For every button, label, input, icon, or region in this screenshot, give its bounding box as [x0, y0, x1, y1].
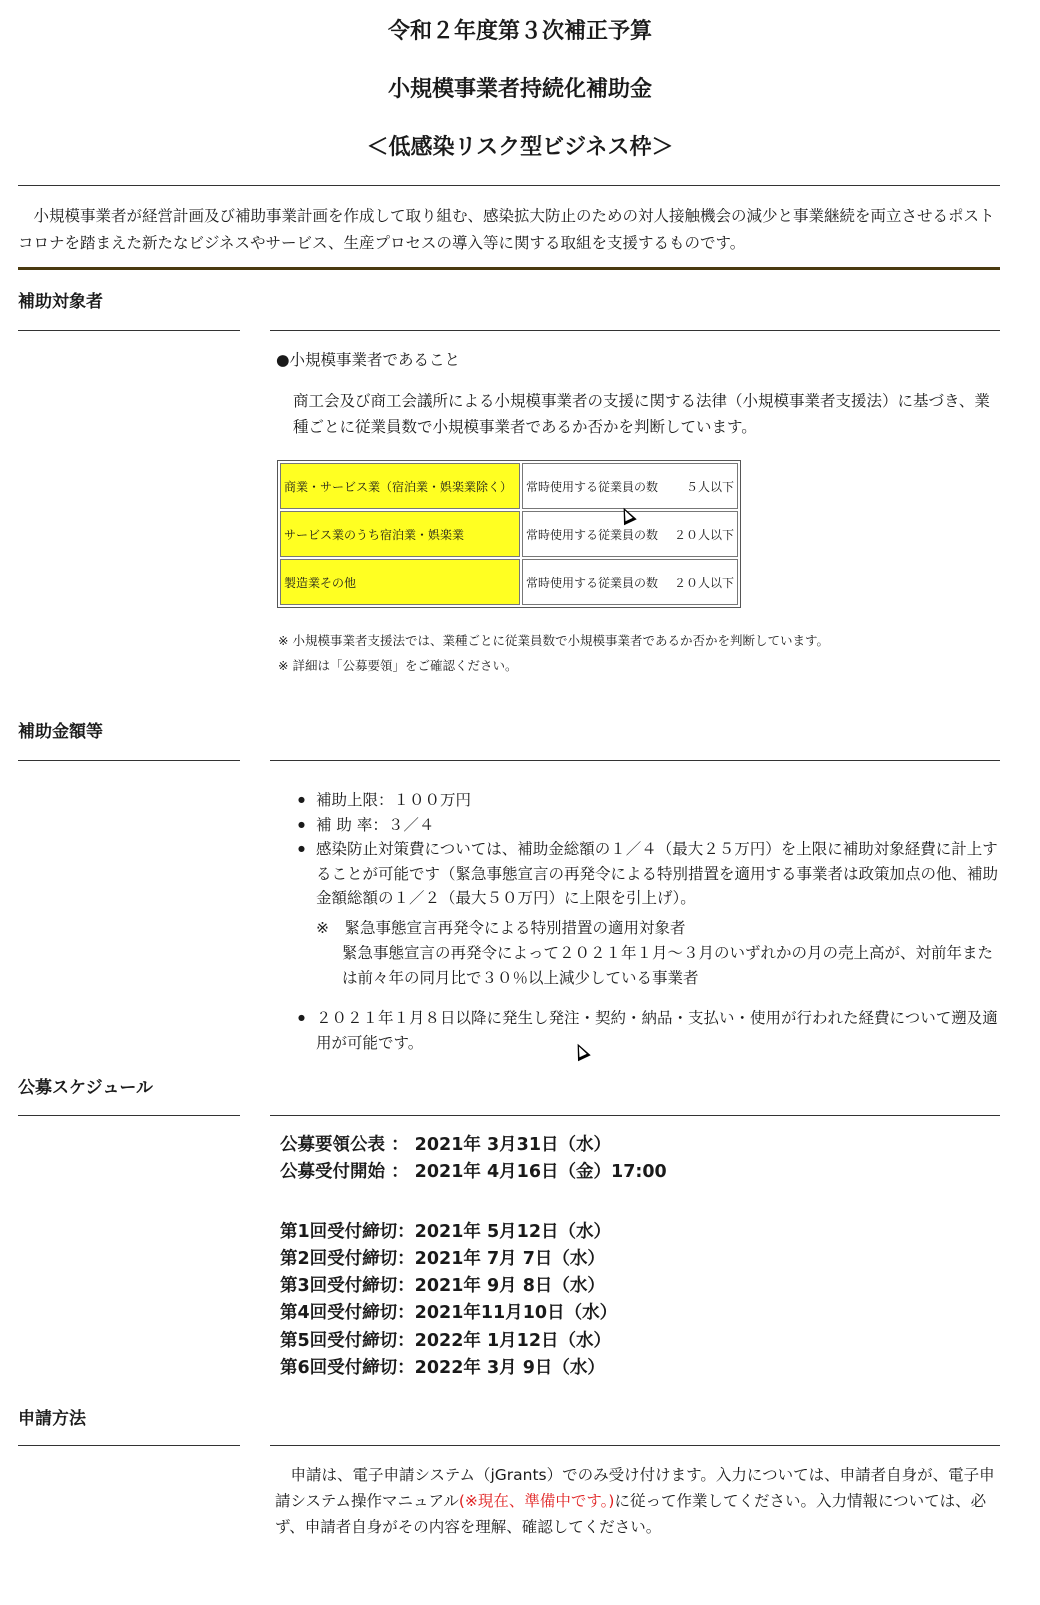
- heading-amount: 補助金額等: [18, 722, 103, 742]
- list-item: ● 補 助 率：３／４: [298, 813, 1013, 838]
- heading-schedule: 公募スケジュール: [18, 1078, 153, 1098]
- table-category: 製造業その他: [280, 559, 520, 605]
- table-row: [280, 511, 738, 557]
- divider-left: [18, 1445, 240, 1446]
- apply-text-part-2: に従って作業してください。入力情報については、必ず、申請者自身がその内容を理解、確認してください。: [275, 1492, 987, 1536]
- page-subtitle: 小規模事業者持続化補助金: [387, 77, 652, 102]
- divider-right: [270, 1115, 1000, 1116]
- divider-left: [18, 330, 240, 331]
- table-rule: [522, 559, 738, 605]
- schedule-deadline: 第1回受付締切：2021年 5月12日（水）: [280, 1222, 612, 1242]
- schedule-deadline: 第3回受付締切：2021年 9月 8日（水）: [280, 1276, 605, 1296]
- table-limit: ５人以下: [685, 479, 734, 494]
- list-item: ● 補助上限：１００万円: [298, 788, 1013, 813]
- page-frame-title: ＜低感染リスク型ビジネス枠＞: [366, 135, 674, 160]
- table-rule-label: 常時使用する従業員の数: [526, 575, 659, 590]
- list-item: ● ２０２１年１月８日以降に発生し発注・契約・納品・支払い・使用が行われた経費について遡及適用が可能です。: [298, 1006, 1013, 1055]
- divider-right: [270, 1445, 1000, 1446]
- table-row: [280, 559, 738, 605]
- heading-apply: 申請方法: [18, 1409, 86, 1429]
- table-rule-label: 常時使用する従業員の数: [526, 479, 659, 494]
- heading-eligible: 補助対象者: [18, 292, 103, 312]
- eligible-bullet: ●小規模事業者であること: [276, 351, 461, 369]
- amount-list: [298, 788, 1013, 911]
- divider-right: [270, 330, 1000, 331]
- list-item: ● 感染防止対策費については、補助金総額の１／４（最大２５万円）を上限に補助対象経費に計上することが可能です（緊急事態宣言の再発令による特別措置を適用する事業者は政策加点の他、補助金額総額の１／２（最大５０万円）に上限を引上げ）。: [298, 837, 1013, 911]
- schedule-open: 公募受付開始 ： 2021年 4月16日（金）17:00: [280, 1162, 667, 1182]
- intro-text: 小規模事業者が経営計画及び補助事業計画を作成して取り組む、感染拡大防止のための対人接触機会の減少と事業継続を両立させるポストコロナを踏まえた新たなビジネスやサービス、生産プロセスの導入等に関する取組を支援するものです。: [18, 207, 995, 252]
- special-measure-note-body: 緊急事態宣言の再発令によって２０２１年１月～３月のいずれかの月の売上高が、対前年または前々年の同月比で３０％以上減少している事業者: [342, 944, 994, 987]
- amount-list-2: [298, 1006, 1013, 1055]
- table-limit: ２０人以下: [673, 575, 734, 590]
- employee-table: [277, 460, 741, 608]
- schedule-deadline: 第2回受付締切：2021年 7月 7日（水）: [280, 1249, 605, 1269]
- table-row: [280, 463, 738, 509]
- table-rule: [522, 463, 738, 509]
- divider-right: [270, 760, 1000, 761]
- schedule-deadline: 第5回受付締切：2022年 1月12日（水）: [280, 1331, 612, 1351]
- eligible-description: 商工会及び商工会議所による小規模事業者の支援に関する法律（小規模事業者支援法）に基づき、業種ごとに従業員数で小規模事業者であるか否かを判断しています。: [293, 392, 990, 436]
- table-category: サービス業のうち宿泊業・娯楽業: [280, 511, 520, 557]
- page-title: 令和２年度第３次補正予算: [387, 19, 652, 44]
- table-rule-label: 常時使用する従業員の数: [526, 527, 659, 542]
- divider-thick: [18, 267, 1000, 270]
- schedule-deadline: 第6回受付締切：2022年 3月 9日（水）: [280, 1358, 605, 1378]
- divider: [18, 185, 1000, 186]
- schedule-deadline: 第4回受付締切：2021年11月10日（水）: [280, 1303, 618, 1323]
- special-measure-note-heading: ※ 緊急事態宣言再発令による特別措置の適用対象者: [316, 919, 686, 937]
- eligible-note-1: ※ 小規模事業者支援法では、業種ごとに従業員数で小規模事業者であるか否かを判断しています。: [278, 633, 829, 648]
- apply-text: [275, 1462, 1003, 1540]
- table-category: 商業・サービス業（宿泊業・娯楽業除く）: [280, 463, 520, 509]
- eligible-note-2: ※ 詳細は「公募要領」をご確認ください。: [278, 658, 518, 673]
- apply-text-preparing: (※現在、準備中です。): [458, 1492, 615, 1510]
- divider-left: [18, 1115, 240, 1116]
- apply-text-part-1: 申請は、電子申請システム（jGrants）でのみ受け付けます。入力については、申請者自身が、電子申請システム操作マニュアル: [275, 1466, 995, 1510]
- table-limit: ２０人以下: [673, 527, 734, 542]
- schedule-announce: 公募要領公表 ： 2021年 3月31日（水）: [280, 1135, 612, 1155]
- divider-left: [18, 760, 240, 761]
